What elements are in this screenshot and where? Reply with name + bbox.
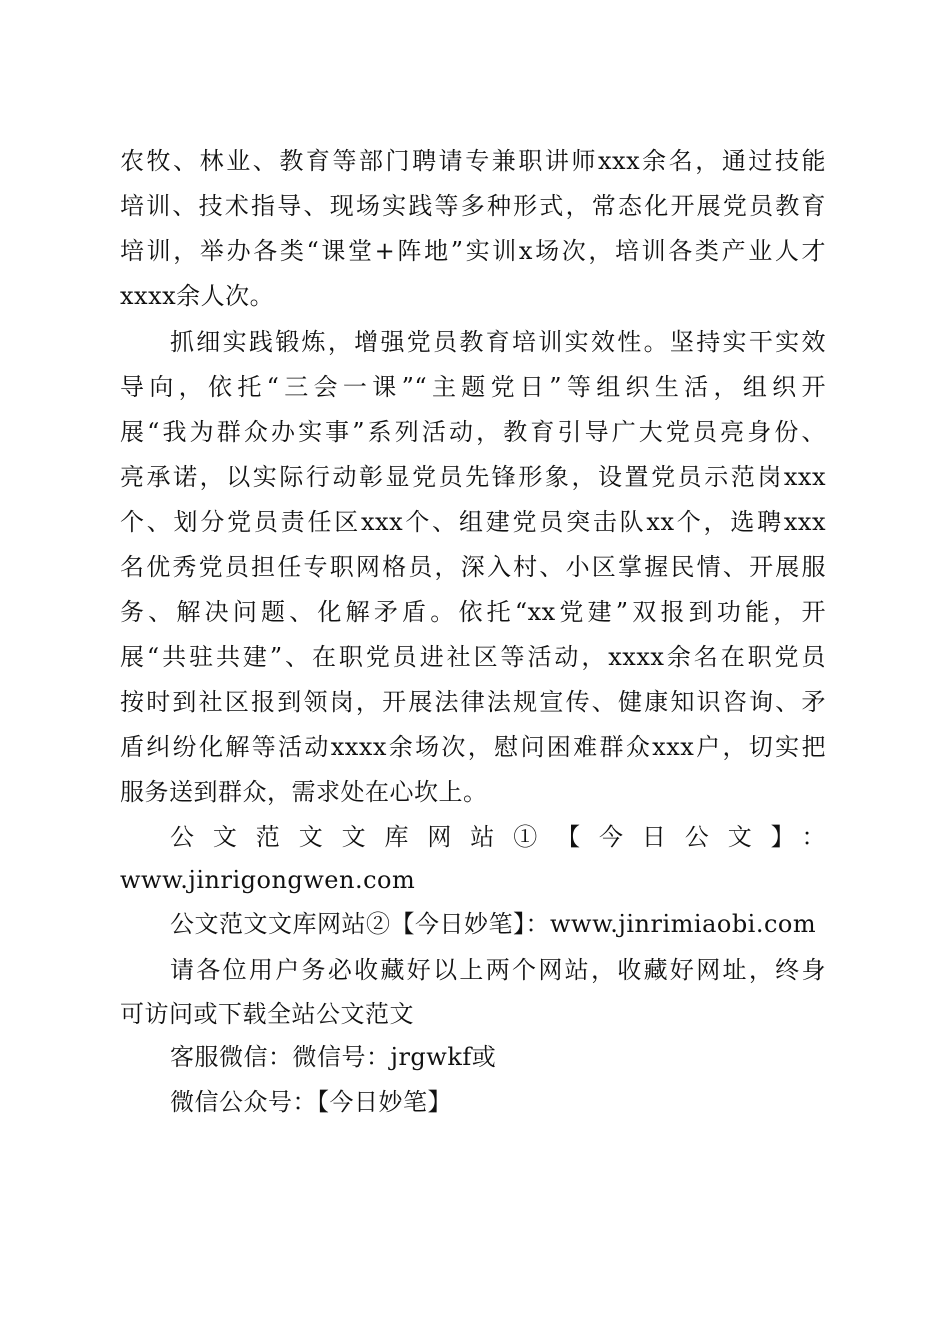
notice-line-1: 请各位用户务必收藏好以上两个网站，收藏好网址，终身	[170, 956, 826, 984]
paragraph-2-line-3: 展“我为群众办实事”系列活动，教育引导广大党员亮身份、	[120, 418, 826, 446]
paragraph-1-line-2: 培训、技术指导、现场实践等多种形式，常态化开展党员教育	[120, 192, 826, 220]
paragraph-2-line-4: 亮承诺，以实际行动彰显党员先锋形象，设置党员示范岗xxx	[120, 463, 826, 491]
paragraph-2-line-2: 导向，依托“三会一课”“主题党日”等组织生活，组织开	[120, 373, 826, 401]
paragraph-2-line-9: 按时到社区报到领岗，开展法律法规宣传、健康知识咨询、矛	[120, 688, 826, 716]
paragraph-1-line-1: 农牧、林业、教育等部门聘请专兼职讲师xxx余名，通过技能	[120, 147, 826, 175]
paragraph-2-line-11: 服务送到群众，需求处在心坎上。	[120, 778, 488, 806]
official-account-line: 微信公众号：【今日妙笔】	[170, 1088, 452, 1116]
paragraph-1-line-3: 培训，举办各类“课堂+阵地”实训x场次，培训各类产业人才	[120, 237, 826, 265]
site-1-url: www.jinrigongwen.com	[120, 866, 416, 894]
paragraph-1-line-4: xxxx余人次。	[120, 282, 275, 310]
notice-line-2: 可访问或下载全站公文范文	[120, 1000, 414, 1028]
site-1-label: 公文范文文库网站①【今日公文】：	[170, 823, 826, 851]
paragraph-2-line-8: 展“共驻共建”、在职党员进社区等活动，xxxx余名在职党员	[120, 643, 826, 671]
paragraph-2-line-1: 抓细实践锻炼，增强党员教育培训实效性。坚持实干实效	[170, 328, 826, 356]
site-2-line: 公文范文文库网站②【今日妙笔】：www.jinrimiaobi.com	[170, 910, 817, 938]
paragraph-2-line-5: 个、划分党员责任区xxx个、组建党员突击队xx个，选聘xxx	[120, 508, 826, 536]
paragraph-2-line-6: 名优秀党员担任专职网格员，深入村、小区掌握民情、开展服	[120, 553, 826, 581]
paragraph-2-line-7: 务、解决问题、化解矛盾。依托“xx党建”双报到功能，开	[120, 598, 826, 626]
wechat-line: 客服微信：微信号：jrgwkf或	[170, 1043, 497, 1071]
paragraph-2-line-10: 盾纠纷化解等活动xxxx余场次，慰问困难群众xxx户，切实把	[120, 733, 826, 761]
